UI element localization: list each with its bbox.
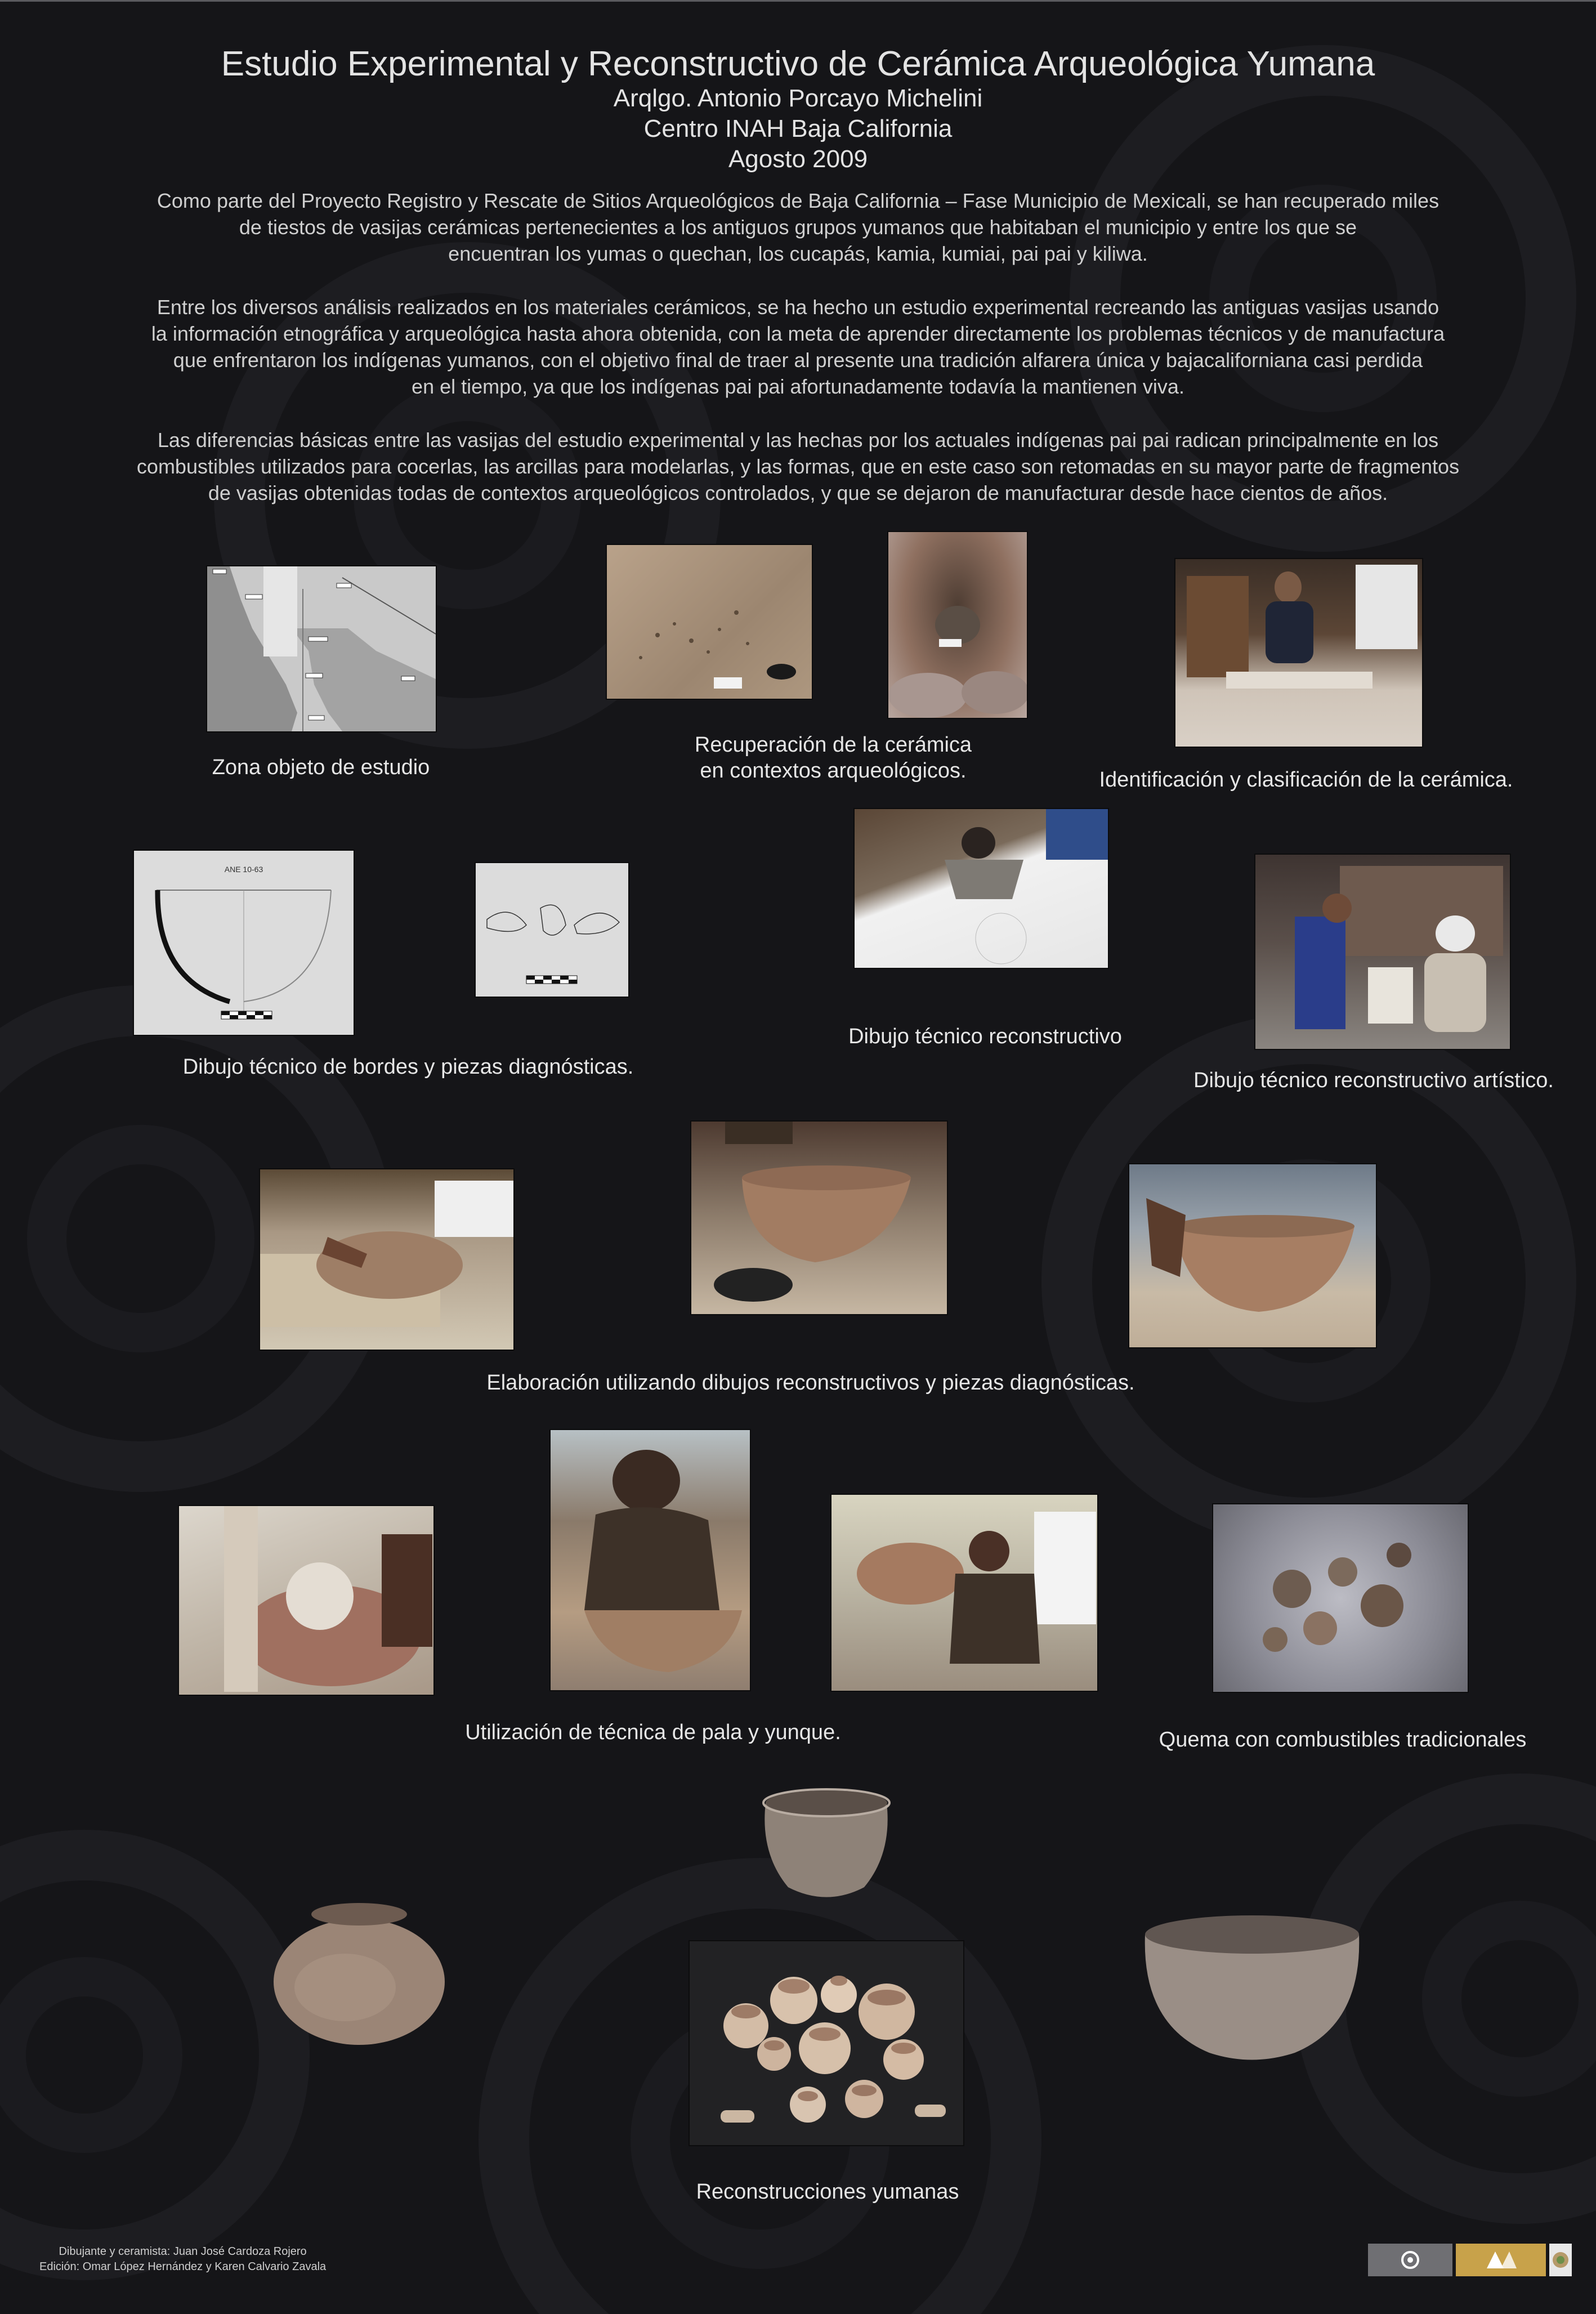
caption-elaboracion: Elaboración utilizando dibujos reconstructivos y piezas diagnósticas.: [486, 1371, 1135, 1395]
caption-dibujo-reconstructivo: Dibujo técnico reconstructivo: [848, 1025, 1122, 1048]
caption-identificacion: Identificación y clasificación de la cerámica.: [1099, 768, 1513, 792]
mexico-seal-logo: [1549, 2244, 1572, 2276]
text-line: de vasijas obtenidas todas de contextos arqueológicos controlados, y que se dejaron de manufacturar desde hace cientos de años.: [208, 481, 1388, 504]
author: Arqlgo. Antonio Porcayo Michelini: [613, 84, 983, 112]
caption-pala-yunque: Utilización de técnica de pala y yunque.: [465, 1721, 841, 1744]
paddle-anvil-photo-2: [551, 1430, 750, 1690]
text-line: Entre los diversos análisis realizados en los materiales cerámicos, se ha hecho un estudio experimental recreando las antiguas vasijas usando: [157, 296, 1439, 319]
institution-logos: [1368, 2244, 1572, 2276]
large-bowl-icon: [1129, 1164, 1376, 1347]
sherd-outlines-drawing: [476, 863, 628, 997]
rim-drawing-a: [134, 851, 354, 1035]
elaboration-photo-3: [1129, 1164, 1376, 1347]
caption-dibujo-bordes: Dibujo técnico de bordes y piezas diagnósticas.: [182, 1055, 634, 1079]
national-seal-icon: [1550, 2250, 1571, 2270]
text-line: la información etnográfica y arqueológica hasta ahora obtenida, con la meta de aprender directamente los problemas técnicos y de manufactura: [151, 322, 1445, 345]
institution: Centro INAH Baja California: [643, 115, 953, 142]
background-glyph: [0, 1830, 310, 2280]
intro-paragraph-3: [68, 427, 1528, 506]
conaculta-emblem-icon: [1484, 2249, 1518, 2271]
inah-logo: [1368, 2244, 1452, 2276]
rock-shelter-photo: [888, 532, 1027, 718]
caption-quema: Quema con combustibles tradicionales: [1159, 1728, 1527, 1752]
pot-base-icon: [260, 1169, 513, 1350]
technical-drawing-photo: [855, 809, 1108, 968]
elaboration-photo-2: [691, 1122, 947, 1314]
caption-reconstrucciones: Reconstrucciones yumanas: [696, 2180, 959, 2204]
firing-photo: [1213, 1504, 1468, 1692]
drawing-table-icon: [855, 809, 1108, 968]
intro-paragraph-1: [68, 187, 1528, 267]
map-photo: [207, 566, 436, 731]
text-line: Como parte del Proyecto Registro y Rescate de Sitios Arqueológicos de Baja California – Fase Municipio de Mexicali, se han recuperado miles: [157, 189, 1439, 212]
fired-vessels-icon: [1213, 1504, 1468, 1692]
paddle-anvil-photo-3: [831, 1495, 1097, 1691]
buried-vessel-icon: [888, 532, 1027, 718]
caption-line: en contextos arqueológicos.: [700, 759, 967, 783]
vessel-top: [754, 1786, 898, 1909]
text-line: Las diferencias básicas entre las vasijas del estudio experimental y las hechas por los actuales indígenas pai pai radican principalmente en los: [157, 428, 1439, 452]
caption-dibujo-artistico: Dibujo técnico reconstructivo artístico.: [1193, 1069, 1554, 1092]
lab-worker-icon: [1175, 559, 1422, 747]
ground-sherds-icon: [607, 545, 812, 699]
text-line: en el tiempo, ya que los indígenas pai pai afortunadamente todavía la mantienen viva.: [412, 375, 1184, 398]
reconstructions-group-photo: [690, 1941, 963, 2145]
caption-recuperacion: [636, 732, 1030, 784]
bowl-forming-icon: [691, 1122, 947, 1314]
top-border: [0, 0, 1596, 2]
artistic-drawing-photo: [1255, 855, 1510, 1049]
map-icon: [207, 566, 436, 731]
date: Agosto 2009: [728, 145, 868, 173]
text-line: encuentran los yumas o quechan, los cucapás, kamia, kumiai, pai pai y kiliwa.: [448, 242, 1148, 265]
holding-pot-icon: [831, 1495, 1097, 1691]
conaculta-logo: [1456, 2244, 1546, 2276]
vessel-left: [269, 1892, 449, 2049]
text-line: de tiestos de vasijas cerámicas pertenecientes a los antiguos grupos yumanos que habitaban el municipio y entre los que se: [239, 216, 1357, 239]
vessel-collection-icon: [690, 1941, 963, 2145]
paddle-anvil-photo-1: [179, 1506, 433, 1695]
lab-identification-photo: [1175, 559, 1422, 747]
excavation-ground-photo: [607, 545, 812, 699]
intro-paragraph-2: [68, 294, 1528, 400]
vessel-right: [1142, 1912, 1362, 2064]
potter-icon: [551, 1430, 750, 1690]
caption-zona: Zona objeto de estudio: [212, 756, 430, 779]
credit-line: Dibujante y ceramista: Juan José Cardoza Rojero: [59, 2245, 307, 2258]
text-line: combustibles utilizados para cocerlas, las arcillas para modelarlas, y las formas, que en este caso son retomadas en su mayor parte de fragmentos: [136, 455, 1460, 478]
rim-drawing-b: [476, 863, 628, 997]
drawing-label: ANE 10-63: [224, 865, 263, 874]
inah-emblem-icon: [1399, 2249, 1421, 2271]
credits: [39, 2244, 326, 2275]
credit-line: Edición: Omar López Hernández y Karen Calvario Zavala: [39, 2261, 327, 2273]
text-line: que enfrentaron los indígenas yumanos, con el objetivo final de traer al presente una tradición alfarera única y bajacaliforniana casi perdida: [173, 349, 1423, 372]
elaboration-photo-1: [260, 1169, 513, 1350]
rim-profile-drawing: [134, 851, 354, 1035]
paddle-anvil-icon: [179, 1506, 433, 1695]
caption-line: Recuperación de la cerámica: [694, 733, 972, 757]
artist-icon: [1255, 855, 1510, 1049]
poster-title: Estudio Experimental y Reconstructivo de Cerámica Arqueológica Yumana: [221, 44, 1375, 83]
